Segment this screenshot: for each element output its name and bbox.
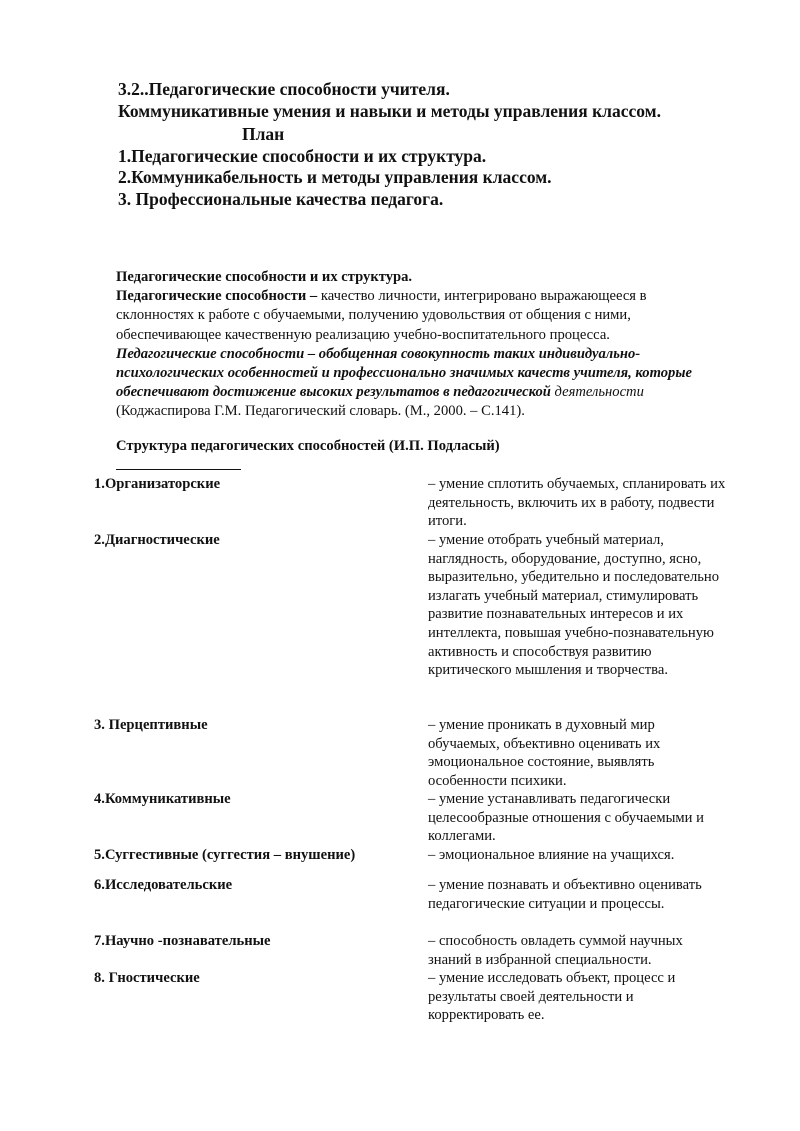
definition-2-italic: деятельности (550, 384, 644, 401)
ability-name: 8. Гностические (94, 970, 200, 986)
ability-name: 3. Перцептивные (94, 717, 208, 733)
structure-title: Структура педагогических способностей (И.П. Подласый) (116, 438, 500, 454)
plan-heading: План (242, 124, 285, 144)
plan-item-2: 2.Коммуникабельность и методы управления классом. (118, 167, 552, 187)
ability-description: – умение сплотить обучаемых, спланировать их деятельность, включить их в работу, подвести итоги. (428, 476, 726, 530)
definition-1-term: Педагогические способности – (116, 288, 318, 305)
ability-description: – умение познавать и объективно оценивать педагогические ситуации и процессы. (428, 877, 702, 912)
plan-item-3: 3. Профессиональные качества педагога. (118, 189, 444, 209)
document-title-line2: Коммуникативные умения и навыки и методы управления классом. (118, 101, 661, 121)
section-title: Педагогические способности и их структура. (116, 269, 413, 285)
definition-2-reference: (Коджаспирова Г.М. Педагогический словарь. (М., 2000. – С.141). (116, 403, 525, 420)
ability-description: – умение исследовать объект, процесс и результаты своей деятельности и корректировать ее. (428, 970, 676, 1024)
definition-2-text: Педагогические способности – обобщенная совокупность таких индивидуально-психологических особенностей и профессионально значимых качеств учителя, которые обеспечивают достижение высоких результатов в педагогической (116, 345, 692, 401)
ability-description: – эмоциональное влияние на учащихся. (428, 847, 675, 863)
definition-1-text: качество личности, интегрировано выражающееся в склонностях к работе с обучаемыми, получению удовольствия от общения с ними, обеспечивающее качественную реализацию учебно-воспитательного процесса. (116, 288, 647, 343)
ability-description: – умение устанавливать педагогически целесообразные отношения с обучаемыми и коллегами. (428, 791, 704, 845)
definition-2 (116, 345, 716, 422)
ability-description: – умение проникать в духовный мир обучаемых, объективно оценивать их эмоциональное состояние, выявлять особенности психики. (428, 717, 661, 789)
ability-name: 5.Суггестивные (суггестия – внушение) (94, 847, 356, 863)
ability-name: 1.Организаторские (94, 476, 221, 492)
ability-name: 4.Коммуникативные (94, 791, 231, 807)
ability-name: 7.Научно -познавательные (94, 933, 271, 949)
ability-description: – умение отобрать учебный материал, наглядность, оборудование, доступно, ясно, выразительно, убедительно и последовательно излагать учебный материал, стимулировать развитие познавательных интересов и их интеллекта, повышая учебно-познавательную активность и способствуя развитию критического мышления и творчества. (428, 532, 720, 679)
ability-name: 6.Исследовательские (94, 877, 233, 893)
definition-1 (116, 287, 716, 345)
document-title-line1: 3.2..Педагогические способности учителя. (118, 79, 450, 99)
plan-item-1: 1.Педагогические способности и их структура. (118, 146, 487, 166)
ability-description: – способность овладеть суммой научных знаний в избранной специальности. (428, 933, 683, 968)
intro-section (116, 268, 716, 422)
ability-name: 2.Диагностические (94, 532, 220, 548)
underline-divider (116, 469, 241, 470)
